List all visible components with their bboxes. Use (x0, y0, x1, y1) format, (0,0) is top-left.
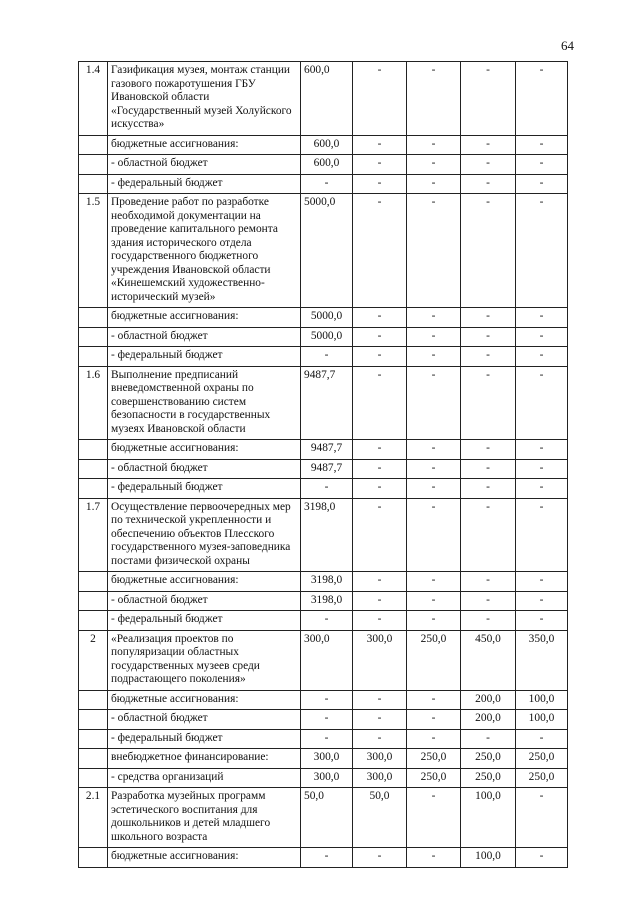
row-description-cell: внебюджетное финансирование: (108, 749, 301, 769)
year-2-value-cell: - (353, 479, 407, 499)
year-5-value-cell: - (516, 498, 568, 572)
year-2-value-cell: - (353, 327, 407, 347)
year-5-value-cell: - (516, 174, 568, 194)
page-number: 64 (561, 38, 574, 53)
year-4-value-cell: - (461, 194, 516, 308)
row-description-cell: Газификация музея, монтаж станции газового пожаротушения ГБУ Ивановской области «Государственный музей Холуйского искусства» (108, 62, 301, 136)
row-description-cell: - федеральный бюджет (108, 347, 301, 367)
row-number-cell (79, 327, 108, 347)
year-5-value-cell: - (516, 62, 568, 136)
year-1-value-cell: - (301, 347, 353, 367)
row-description-cell: - средства организаций (108, 768, 301, 788)
year-1-value-cell: 300,0 (301, 749, 353, 769)
year-2-value-cell: - (353, 308, 407, 328)
row-number-cell (79, 440, 108, 460)
year-5-value-cell: - (516, 788, 568, 848)
table-row-funding (79, 459, 568, 479)
row-number-cell (79, 611, 108, 631)
row-number-cell (79, 174, 108, 194)
row-number-cell: 1.7 (79, 498, 108, 572)
year-5-value-cell: 250,0 (516, 749, 568, 769)
year-5-value-cell: - (516, 135, 568, 155)
year-2-value-cell: 300,0 (353, 768, 407, 788)
year-3-value-cell: - (407, 135, 461, 155)
row-number-cell (79, 749, 108, 769)
row-number-cell (79, 459, 108, 479)
year-4-value-cell: - (461, 479, 516, 499)
year-2-value-cell: - (353, 440, 407, 460)
year-1-value-cell: 9487,7 (301, 440, 353, 460)
year-3-value-cell: - (407, 710, 461, 730)
year-4-value-cell: - (461, 62, 516, 136)
year-2-value-cell: 50,0 (353, 788, 407, 848)
year-3-value-cell: - (407, 194, 461, 308)
year-5-value-cell: - (516, 194, 568, 308)
row-description-cell: - федеральный бюджет (108, 174, 301, 194)
year-4-value-cell: 100,0 (461, 848, 516, 868)
row-number-cell (79, 479, 108, 499)
year-5-value-cell: 350,0 (516, 630, 568, 690)
table-row-funding (79, 611, 568, 631)
year-1-value-cell: 600,0 (301, 62, 353, 136)
budget-table (78, 61, 568, 868)
year-1-value-cell: 5000,0 (301, 327, 353, 347)
table-row-funding (79, 440, 568, 460)
year-4-value-cell: - (461, 459, 516, 479)
year-3-value-cell: - (407, 572, 461, 592)
year-2-value-cell: - (353, 498, 407, 572)
year-1-value-cell: 3198,0 (301, 591, 353, 611)
year-3-value-cell: - (407, 729, 461, 749)
year-1-value-cell: 50,0 (301, 788, 353, 848)
row-description-cell: - областной бюджет (108, 155, 301, 175)
year-4-value-cell: 200,0 (461, 710, 516, 730)
year-1-value-cell: - (301, 729, 353, 749)
row-number-cell (79, 135, 108, 155)
table-row-funding (79, 155, 568, 175)
row-number-cell: 1.5 (79, 194, 108, 308)
year-4-value-cell: - (461, 572, 516, 592)
year-1-value-cell: 9487,7 (301, 366, 353, 440)
year-2-value-cell: - (353, 194, 407, 308)
year-5-value-cell: 100,0 (516, 690, 568, 710)
row-number-cell: 2.1 (79, 788, 108, 848)
row-description-cell: - федеральный бюджет (108, 729, 301, 749)
year-4-value-cell: - (461, 611, 516, 631)
year-3-value-cell: - (407, 788, 461, 848)
row-description-cell: - федеральный бюджет (108, 611, 301, 631)
table-row-funding (79, 768, 568, 788)
year-4-value-cell: - (461, 155, 516, 175)
year-4-value-cell: - (461, 327, 516, 347)
row-description-cell: бюджетные ассигнования: (108, 440, 301, 460)
year-3-value-cell: - (407, 498, 461, 572)
budget-table-body (79, 62, 568, 868)
year-3-value-cell: - (407, 308, 461, 328)
row-description-cell: Разработка музейных программ эстетического воспитания для дошкольников и детей младшего школьного возраста (108, 788, 301, 848)
row-number-cell (79, 710, 108, 730)
table-row-funding (79, 848, 568, 868)
year-1-value-cell: 9487,7 (301, 459, 353, 479)
row-description-cell: Проведение работ по разработке необходимой документации на проведение капитального ремонта здания исторического отдела государственного бюджетного учреждения Ивановской области «Кинешемский художественно-исторический музей» (108, 194, 301, 308)
year-5-value-cell: - (516, 327, 568, 347)
year-1-value-cell: 3198,0 (301, 572, 353, 592)
table-row-item (79, 788, 568, 848)
year-5-value-cell: - (516, 729, 568, 749)
year-2-value-cell: - (353, 347, 407, 367)
year-2-value-cell: - (353, 135, 407, 155)
row-number-cell: 1.4 (79, 62, 108, 136)
year-3-value-cell: - (407, 327, 461, 347)
year-4-value-cell: 250,0 (461, 768, 516, 788)
year-1-value-cell: - (301, 848, 353, 868)
row-number-cell (79, 848, 108, 868)
year-5-value-cell: - (516, 591, 568, 611)
year-4-value-cell: - (461, 498, 516, 572)
table-row-item (79, 366, 568, 440)
year-5-value-cell: - (516, 366, 568, 440)
row-description-cell: - областной бюджет (108, 591, 301, 611)
row-description-cell: - областной бюджет (108, 327, 301, 347)
year-1-value-cell: 300,0 (301, 768, 353, 788)
table-row-item (79, 630, 568, 690)
table-row-funding (79, 479, 568, 499)
year-1-value-cell: - (301, 710, 353, 730)
year-4-value-cell: 100,0 (461, 788, 516, 848)
year-2-value-cell: - (353, 155, 407, 175)
year-5-value-cell: - (516, 440, 568, 460)
row-description-cell: «Реализация проектов по популяризации областных государственных музеев среди подрастающего поколения» (108, 630, 301, 690)
year-3-value-cell: - (407, 848, 461, 868)
year-2-value-cell: - (353, 572, 407, 592)
year-3-value-cell: 250,0 (407, 630, 461, 690)
year-2-value-cell: - (353, 611, 407, 631)
year-5-value-cell: - (516, 611, 568, 631)
year-2-value-cell: - (353, 459, 407, 479)
table-row-funding (79, 174, 568, 194)
year-4-value-cell: 450,0 (461, 630, 516, 690)
row-description-cell: - федеральный бюджет (108, 479, 301, 499)
year-4-value-cell: - (461, 174, 516, 194)
table-row-item (79, 498, 568, 572)
year-1-value-cell: - (301, 174, 353, 194)
year-3-value-cell: - (407, 62, 461, 136)
year-3-value-cell: - (407, 366, 461, 440)
year-4-value-cell: - (461, 591, 516, 611)
year-2-value-cell: - (353, 366, 407, 440)
year-3-value-cell: - (407, 611, 461, 631)
year-1-value-cell: 600,0 (301, 135, 353, 155)
year-2-value-cell: - (353, 591, 407, 611)
year-1-value-cell: - (301, 611, 353, 631)
row-number-cell (79, 729, 108, 749)
row-description-cell: бюджетные ассигнования: (108, 690, 301, 710)
year-4-value-cell: - (461, 729, 516, 749)
year-3-value-cell: - (407, 174, 461, 194)
row-description-cell: - областной бюджет (108, 459, 301, 479)
year-1-value-cell: 300,0 (301, 630, 353, 690)
year-4-value-cell: - (461, 366, 516, 440)
year-2-value-cell: - (353, 710, 407, 730)
table-row-funding (79, 347, 568, 367)
year-5-value-cell: - (516, 848, 568, 868)
year-5-value-cell: 250,0 (516, 768, 568, 788)
year-5-value-cell: - (516, 308, 568, 328)
row-number-cell: 2 (79, 630, 108, 690)
year-3-value-cell: - (407, 440, 461, 460)
row-number-cell (79, 347, 108, 367)
table-row-funding (79, 690, 568, 710)
row-number-cell (79, 572, 108, 592)
year-1-value-cell: 3198,0 (301, 498, 353, 572)
year-3-value-cell: - (407, 690, 461, 710)
year-5-value-cell: - (516, 572, 568, 592)
year-3-value-cell: - (407, 591, 461, 611)
row-description-cell: Выполнение предписаний вневедомственной охраны по совершенствованию систем безопасности в государственных музеях Ивановской области (108, 366, 301, 440)
row-description-cell: бюджетные ассигнования: (108, 848, 301, 868)
row-number-cell (79, 155, 108, 175)
year-1-value-cell: 5000,0 (301, 194, 353, 308)
year-2-value-cell: 300,0 (353, 630, 407, 690)
row-description-cell: - областной бюджет (108, 710, 301, 730)
year-2-value-cell: - (353, 848, 407, 868)
year-5-value-cell: - (516, 347, 568, 367)
table-row-funding (79, 135, 568, 155)
row-description-cell: бюджетные ассигнования: (108, 308, 301, 328)
table-row-funding (79, 327, 568, 347)
year-2-value-cell: - (353, 690, 407, 710)
table-row-funding (79, 749, 568, 769)
year-4-value-cell: 250,0 (461, 749, 516, 769)
table-row-funding (79, 572, 568, 592)
year-4-value-cell: 200,0 (461, 690, 516, 710)
year-1-value-cell: 600,0 (301, 155, 353, 175)
row-number-cell (79, 591, 108, 611)
year-1-value-cell: - (301, 479, 353, 499)
row-number-cell (79, 308, 108, 328)
year-4-value-cell: - (461, 347, 516, 367)
row-number-cell: 1.6 (79, 366, 108, 440)
row-description-cell: Осуществление первоочередных мер по технической укрепленности и обеспечению объектов Плесского государственного музея-заповедника постами физической охраны (108, 498, 301, 572)
table-row-funding (79, 308, 568, 328)
table-row-item (79, 62, 568, 136)
row-number-cell (79, 768, 108, 788)
table-row-funding (79, 710, 568, 730)
year-5-value-cell: - (516, 479, 568, 499)
year-2-value-cell: - (353, 174, 407, 194)
table-row-item (79, 194, 568, 308)
year-2-value-cell: - (353, 729, 407, 749)
year-4-value-cell: - (461, 440, 516, 460)
year-3-value-cell: 250,0 (407, 768, 461, 788)
year-3-value-cell: 250,0 (407, 749, 461, 769)
year-3-value-cell: - (407, 155, 461, 175)
year-3-value-cell: - (407, 479, 461, 499)
year-2-value-cell: - (353, 62, 407, 136)
year-4-value-cell: - (461, 135, 516, 155)
row-number-cell (79, 690, 108, 710)
year-1-value-cell: - (301, 690, 353, 710)
year-4-value-cell: - (461, 308, 516, 328)
year-5-value-cell: - (516, 155, 568, 175)
year-5-value-cell: 100,0 (516, 710, 568, 730)
table-row-funding (79, 591, 568, 611)
year-1-value-cell: 5000,0 (301, 308, 353, 328)
table-row-funding (79, 729, 568, 749)
year-2-value-cell: 300,0 (353, 749, 407, 769)
row-description-cell: бюджетные ассигнования: (108, 572, 301, 592)
row-description-cell: бюджетные ассигнования: (108, 135, 301, 155)
year-3-value-cell: - (407, 347, 461, 367)
year-5-value-cell: - (516, 459, 568, 479)
year-3-value-cell: - (407, 459, 461, 479)
